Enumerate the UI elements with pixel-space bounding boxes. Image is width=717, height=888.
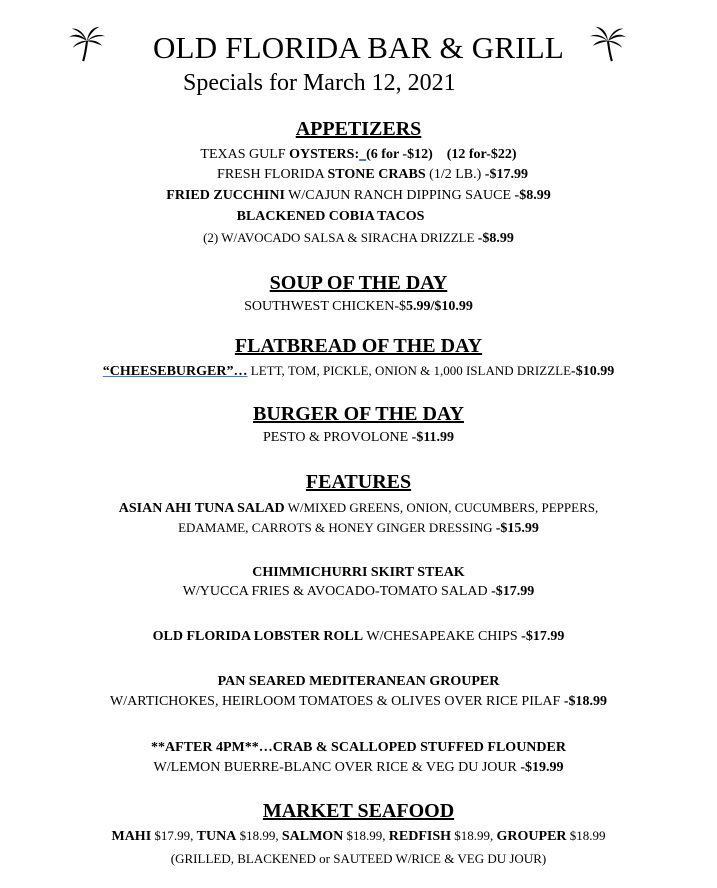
market-prices-line <box>0 827 717 846</box>
flatbread-line <box>0 362 717 381</box>
zucchini-name: FRIED ZUCCHINI <box>166 188 285 203</box>
cobia-tacos-line <box>0 229 717 248</box>
crabs-pre: FRESH FLORIDA <box>217 167 328 182</box>
steak-price: -$17.99 <box>491 584 535 599</box>
oysters-price: (6 for -$12) (12 for-$22) <box>366 147 517 162</box>
grouper-price: -$18.99 <box>563 694 607 709</box>
steak-name: CHIMMICHURRI SKIRT STEAK <box>252 565 465 580</box>
market-heading: MARKET SEAFOOD <box>262 800 455 822</box>
market-item-price: $18.99, <box>236 828 282 843</box>
market-item-name: SALMON <box>281 829 344 844</box>
market-item-price: $17.99, <box>151 828 197 843</box>
steak-desc: W/YUCCA FRIES & AVOCADO-TOMATO SALAD <box>182 584 492 599</box>
oysters-name: OYSTERS: <box>289 147 360 162</box>
market-item-price: $18.99, <box>343 828 389 843</box>
grouper-name: PAN SEARED MEDITERANEAN GROUPER <box>217 674 500 689</box>
lobster-name: OLD FLORIDA LOBSTER ROLL <box>152 629 364 644</box>
market-note: (GRILLED, BLACKENED or SAUTEED W/RICE & VEG DU JOUR) <box>170 851 547 866</box>
tacos-desc: (2) W/AVOCADO SALSA & SIRACHA DRIZZLE <box>203 230 478 245</box>
ahi-name: ASIAN AHI TUNA SALAD <box>118 501 285 516</box>
market-item-price: $18.99, <box>451 828 497 843</box>
market-item-name: MAHI <box>111 829 152 844</box>
soup-price: 5.99/$10.99 <box>406 299 473 314</box>
zucchini-price: -$8.99 <box>514 188 551 203</box>
restaurant-title: OLD FLORIDA BAR & GRILL <box>152 30 565 65</box>
soup-heading: SOUP OF THE DAY <box>269 272 448 294</box>
flounder-desc: W/LEMON BUERRE-BLANC OVER RICE & VEG DU JOUR <box>153 760 521 775</box>
flounder-name: **AFTER 4PM**…CRAB & SCALLOPED STUFFED FLOUNDER <box>151 740 566 755</box>
soup-name: SOUTHWEST CHICKEN-$ <box>244 299 406 314</box>
oysters-pre: TEXAS GULF <box>200 147 290 162</box>
soup-line <box>0 298 717 316</box>
market-item-name: GROUPER <box>496 829 567 844</box>
market-item-name: REDFISH <box>388 829 452 844</box>
crabs-desc: (1/2 LB.) <box>425 167 485 182</box>
flounder-line <box>0 759 717 777</box>
grouper-line <box>0 693 717 711</box>
steak-line <box>0 583 717 601</box>
burger-heading: BURGER OF THE DAY <box>253 403 464 425</box>
lobster-price: -$17.99 <box>521 629 565 644</box>
palm-tree-icon <box>589 24 627 62</box>
burger-name: PESTO & PROVOLONE <box>262 430 412 445</box>
burger-line <box>0 429 717 447</box>
flatbread-price: -$10.99 <box>571 364 615 379</box>
burger-price: -$11.99 <box>411 430 455 445</box>
market-item-price: $18.99 <box>566 828 606 843</box>
flatbread-desc: LETT, TOM, PICKLE, ONION & 1,000 ISLAND DRIZZLE <box>247 363 572 378</box>
flounder-price: -$19.99 <box>520 760 564 775</box>
zucchini-desc: W/CAJUN RANCH DIPPING SAUCE <box>284 188 515 203</box>
ahi-desc-2: EDAMAME, CARROTS & HONEY GINGER DRESSING <box>178 520 496 535</box>
stone-crabs-line <box>14 166 717 184</box>
appetizers-heading: APPETIZERS <box>295 118 422 140</box>
market-item-name: TUNA <box>196 829 237 844</box>
crabs-price: -$17.99 <box>484 167 528 182</box>
oysters-line <box>0 146 717 164</box>
ahi-line-2 <box>0 519 717 538</box>
ahi-desc-1: W/MIXED GREENS, ONION, CUCUMBERS, PEPPERS, <box>284 500 599 515</box>
flatbread-name: “CHEESEBURGER”… <box>102 364 248 379</box>
crabs-name: STONE CRABS <box>327 167 426 182</box>
ahi-price: -$15.99 <box>495 521 539 536</box>
grouper-desc: W/ARTICHOKES, HEIRLOOM TOMATOES & OLIVES OVER RICE PILAF <box>110 694 564 709</box>
lobster-desc: W/CHESAPEAKE CHIPS <box>363 629 522 644</box>
tacos-price: -$8.99 <box>477 231 514 246</box>
zucchini-line <box>0 187 717 205</box>
cobia-tacos-name: BLACKENED COBIA TACOS <box>236 209 425 224</box>
lobster-line <box>0 628 717 646</box>
ahi-line-1 <box>0 499 717 518</box>
flatbread-heading: FLATBREAD OF THE DAY <box>234 335 483 357</box>
features-heading: FEATURES <box>305 471 412 493</box>
specials-date: Specials for March 12, 2021 <box>183 70 456 96</box>
